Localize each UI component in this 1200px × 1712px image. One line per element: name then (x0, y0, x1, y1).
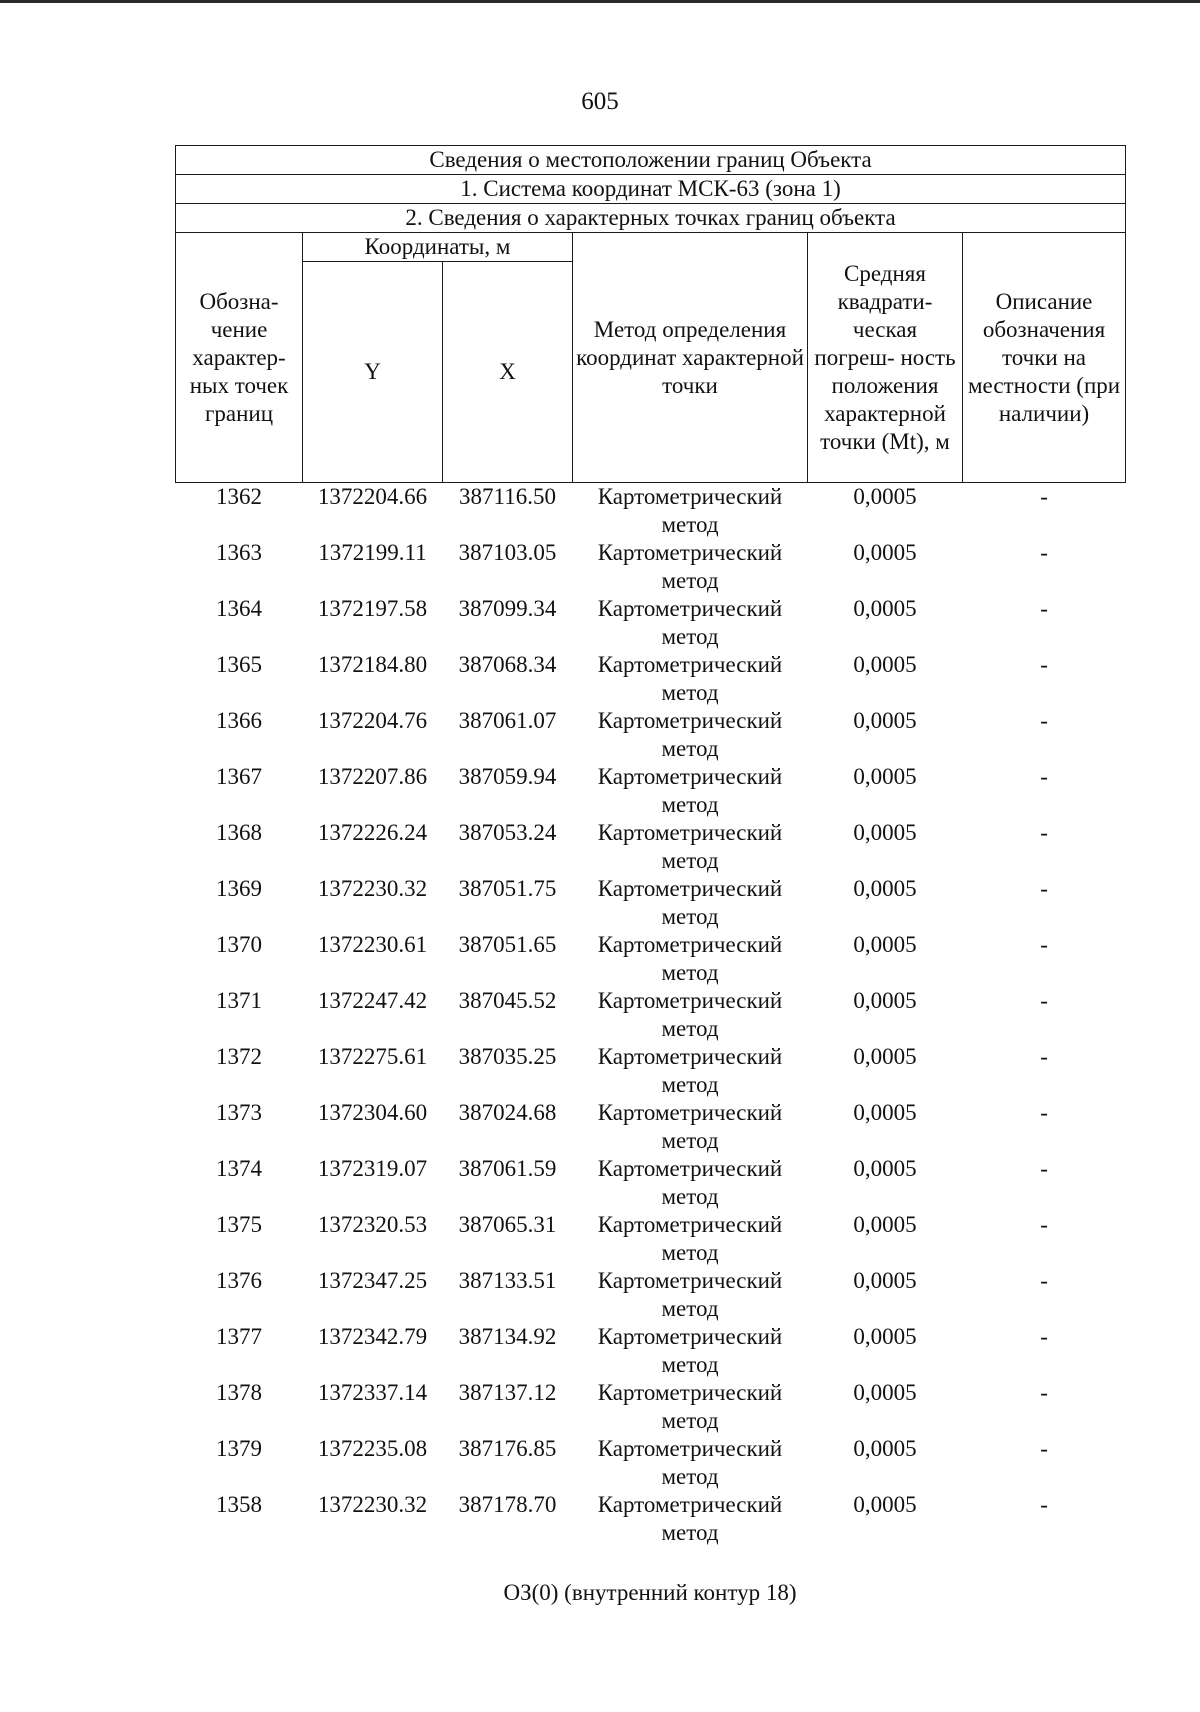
cell-y: 1372347.25 (317, 1268, 428, 1293)
table-row (176, 595, 1126, 651)
cell-description: - (1040, 820, 1048, 845)
table-row (176, 483, 1126, 540)
cell-method: Картометрический метод (597, 1324, 783, 1377)
table-row (176, 651, 1126, 707)
cell-method: Картометрический метод (597, 484, 783, 537)
cell-error: 0,0005 (853, 1492, 917, 1517)
cell-description: - (1040, 484, 1048, 509)
cell-y: 1372275.61 (317, 1044, 428, 1069)
cell-method: Картометрический метод (597, 1156, 783, 1209)
cell-error: 0,0005 (853, 932, 917, 957)
cell-x: 387178.70 (458, 1492, 557, 1517)
table-title: Сведения о местоположении границ Объекта (176, 146, 1126, 175)
cell-designation: 1377 (216, 1324, 262, 1349)
page-number: 605 (581, 88, 619, 115)
cell-y: 1372247.42 (317, 988, 428, 1013)
cell-y: 1372320.53 (317, 1212, 428, 1237)
table-row (176, 819, 1126, 875)
page-number-wrap (0, 88, 1200, 116)
cell-designation: 1369 (216, 876, 262, 901)
cell-method: Картометрический метод (597, 596, 783, 649)
cell-error: 0,0005 (853, 764, 917, 789)
cell-error: 0,0005 (853, 988, 917, 1013)
cell-y: 1372337.14 (317, 1380, 428, 1405)
table-row (176, 539, 1126, 595)
cell-error: 0,0005 (853, 1268, 917, 1293)
cell-y: 1372304.60 (317, 1100, 428, 1125)
cell-x: 387061.59 (458, 1156, 557, 1181)
table-row (176, 1099, 1126, 1155)
cell-description: - (1040, 540, 1048, 565)
header-x: X (443, 262, 573, 483)
cell-description: - (1040, 1100, 1048, 1125)
cell-method: Картометрический метод (597, 820, 783, 873)
cell-y: 1372199.11 (318, 540, 427, 565)
cell-method: Картометрический метод (597, 652, 783, 705)
footer-caption: ОЗ(0) (внутренний контур 18) (503, 1580, 797, 1605)
header-error: Средняя квадрати- ческая погреш- ность положения характерной точки (Mt), м (808, 233, 963, 483)
cell-method: Картометрический метод (597, 764, 783, 817)
cell-description: - (1040, 764, 1048, 789)
cell-x: 387065.31 (458, 1212, 557, 1237)
cell-method: Картометрический метод (597, 988, 783, 1041)
cell-x: 387035.25 (458, 1044, 557, 1069)
cell-error: 0,0005 (853, 1156, 917, 1181)
cell-x: 387133.51 (458, 1268, 557, 1293)
cell-method: Картометрический метод (597, 876, 783, 929)
cell-designation: 1379 (216, 1436, 262, 1461)
cell-x: 387053.24 (458, 820, 557, 845)
section-label: 2. Сведения о характерных точках границ объекта (176, 204, 1126, 233)
cell-error: 0,0005 (853, 1212, 917, 1237)
cell-y: 1372342.79 (317, 1324, 428, 1349)
table-row (176, 1323, 1126, 1379)
cell-designation: 1362 (216, 484, 262, 509)
cell-x: 387024.68 (458, 1100, 557, 1125)
cell-y: 1372235.08 (317, 1436, 428, 1461)
cell-y: 1372230.61 (317, 932, 428, 957)
cell-x: 387059.94 (458, 764, 557, 789)
cell-y: 1372226.24 (317, 820, 428, 845)
coordinate-system-label: 1. Система координат МСК-63 (зона 1) (176, 175, 1126, 204)
cell-error: 0,0005 (853, 708, 917, 733)
header-y: Y (303, 262, 443, 483)
cell-description: - (1040, 1268, 1048, 1293)
cell-method: Картометрический метод (597, 1044, 783, 1097)
cell-error: 0,0005 (853, 876, 917, 901)
cell-y: 1372204.76 (317, 708, 428, 733)
cell-designation: 1358 (216, 1492, 262, 1517)
cell-designation: 1368 (216, 820, 262, 845)
cell-description: - (1040, 652, 1048, 677)
cell-designation: 1374 (216, 1156, 262, 1181)
cell-designation: 1372 (216, 1044, 262, 1069)
cell-x: 387134.92 (458, 1324, 557, 1349)
cell-error: 0,0005 (853, 596, 917, 621)
cell-y: 1372319.07 (317, 1156, 428, 1181)
scan-top-edge (0, 0, 1200, 3)
cell-error: 0,0005 (853, 1380, 917, 1405)
cell-description: - (1040, 596, 1048, 621)
header-designation: Обозна- чение характер- ных точек границ (176, 233, 303, 483)
cell-description: - (1040, 1436, 1048, 1461)
table-row (176, 931, 1126, 987)
cell-designation: 1366 (216, 708, 262, 733)
cell-x: 387116.50 (459, 484, 556, 509)
cell-x: 387061.07 (458, 708, 557, 733)
cell-description: - (1040, 1492, 1048, 1517)
cell-x: 387045.52 (458, 988, 557, 1013)
table-row (176, 1267, 1126, 1323)
cell-designation: 1371 (216, 988, 262, 1013)
cell-y: 1372184.80 (317, 652, 428, 677)
cell-designation: 1370 (216, 932, 262, 957)
table-row (176, 1435, 1126, 1491)
cell-error: 0,0005 (853, 1044, 917, 1069)
cell-method: Картометрический метод (597, 1380, 783, 1433)
boundary-points-table (175, 145, 1126, 1547)
cell-designation: 1373 (216, 1100, 262, 1125)
cell-error: 0,0005 (853, 484, 917, 509)
table-row (176, 1211, 1126, 1267)
cell-description: - (1040, 1380, 1048, 1405)
cell-designation: 1378 (216, 1380, 262, 1405)
cell-method: Картометрический метод (597, 540, 783, 593)
cell-y: 1372204.66 (317, 484, 428, 509)
cell-description: - (1040, 876, 1048, 901)
cell-designation: 1375 (216, 1212, 262, 1237)
cell-error: 0,0005 (853, 652, 917, 677)
cell-x: 387176.85 (458, 1436, 557, 1461)
table-row (176, 707, 1126, 763)
cell-method: Картометрический метод (597, 1212, 783, 1265)
cell-description: - (1040, 1156, 1048, 1181)
table-row (176, 987, 1126, 1043)
cell-designation: 1376 (216, 1268, 262, 1293)
table-row (176, 1379, 1126, 1435)
cell-description: - (1040, 988, 1048, 1013)
table-row (176, 875, 1126, 931)
table-row (176, 1491, 1126, 1547)
header-description: Описание обозначения точки на местности (при наличии) (963, 233, 1126, 483)
cell-method: Картометрический метод (597, 1100, 783, 1153)
cell-designation: 1365 (216, 652, 262, 677)
cell-description: - (1040, 1044, 1048, 1069)
cell-method: Картометрический метод (597, 708, 783, 761)
cell-x: 387137.12 (458, 1380, 557, 1405)
table-row (176, 1043, 1126, 1099)
cell-x: 387103.05 (458, 540, 557, 565)
cell-description: - (1040, 1212, 1048, 1237)
cell-description: - (1040, 1324, 1048, 1349)
cell-y: 1372207.86 (317, 764, 428, 789)
cell-error: 0,0005 (853, 540, 917, 565)
table-row (176, 1155, 1126, 1211)
cell-designation: 1364 (216, 596, 262, 621)
cell-x: 387051.75 (458, 876, 557, 901)
cell-method: Картометрический метод (597, 1492, 783, 1545)
cell-method: Картометрический метод (597, 1436, 783, 1489)
cell-error: 0,0005 (853, 1324, 917, 1349)
cell-designation: 1367 (216, 764, 262, 789)
cell-x: 387051.65 (458, 932, 557, 957)
cell-x: 387099.34 (458, 596, 557, 621)
cell-error: 0,0005 (853, 820, 917, 845)
cell-error: 0,0005 (853, 1436, 917, 1461)
table-row (176, 763, 1126, 819)
cell-x: 387068.34 (458, 652, 557, 677)
header-method: Метод определения координат характерной точки (573, 233, 808, 483)
cell-method: Картометрический метод (597, 932, 783, 985)
cell-designation: 1363 (216, 540, 262, 565)
cell-description: - (1040, 932, 1048, 957)
cell-method: Картометрический метод (597, 1268, 783, 1321)
cell-y: 1372230.32 (317, 1492, 428, 1517)
cell-y: 1372197.58 (317, 596, 428, 621)
table-body (176, 483, 1126, 1548)
cell-description: - (1040, 708, 1048, 733)
cell-error: 0,0005 (853, 1100, 917, 1125)
header-coordinates: Координаты, м (303, 233, 573, 262)
cell-y: 1372230.32 (317, 876, 428, 901)
